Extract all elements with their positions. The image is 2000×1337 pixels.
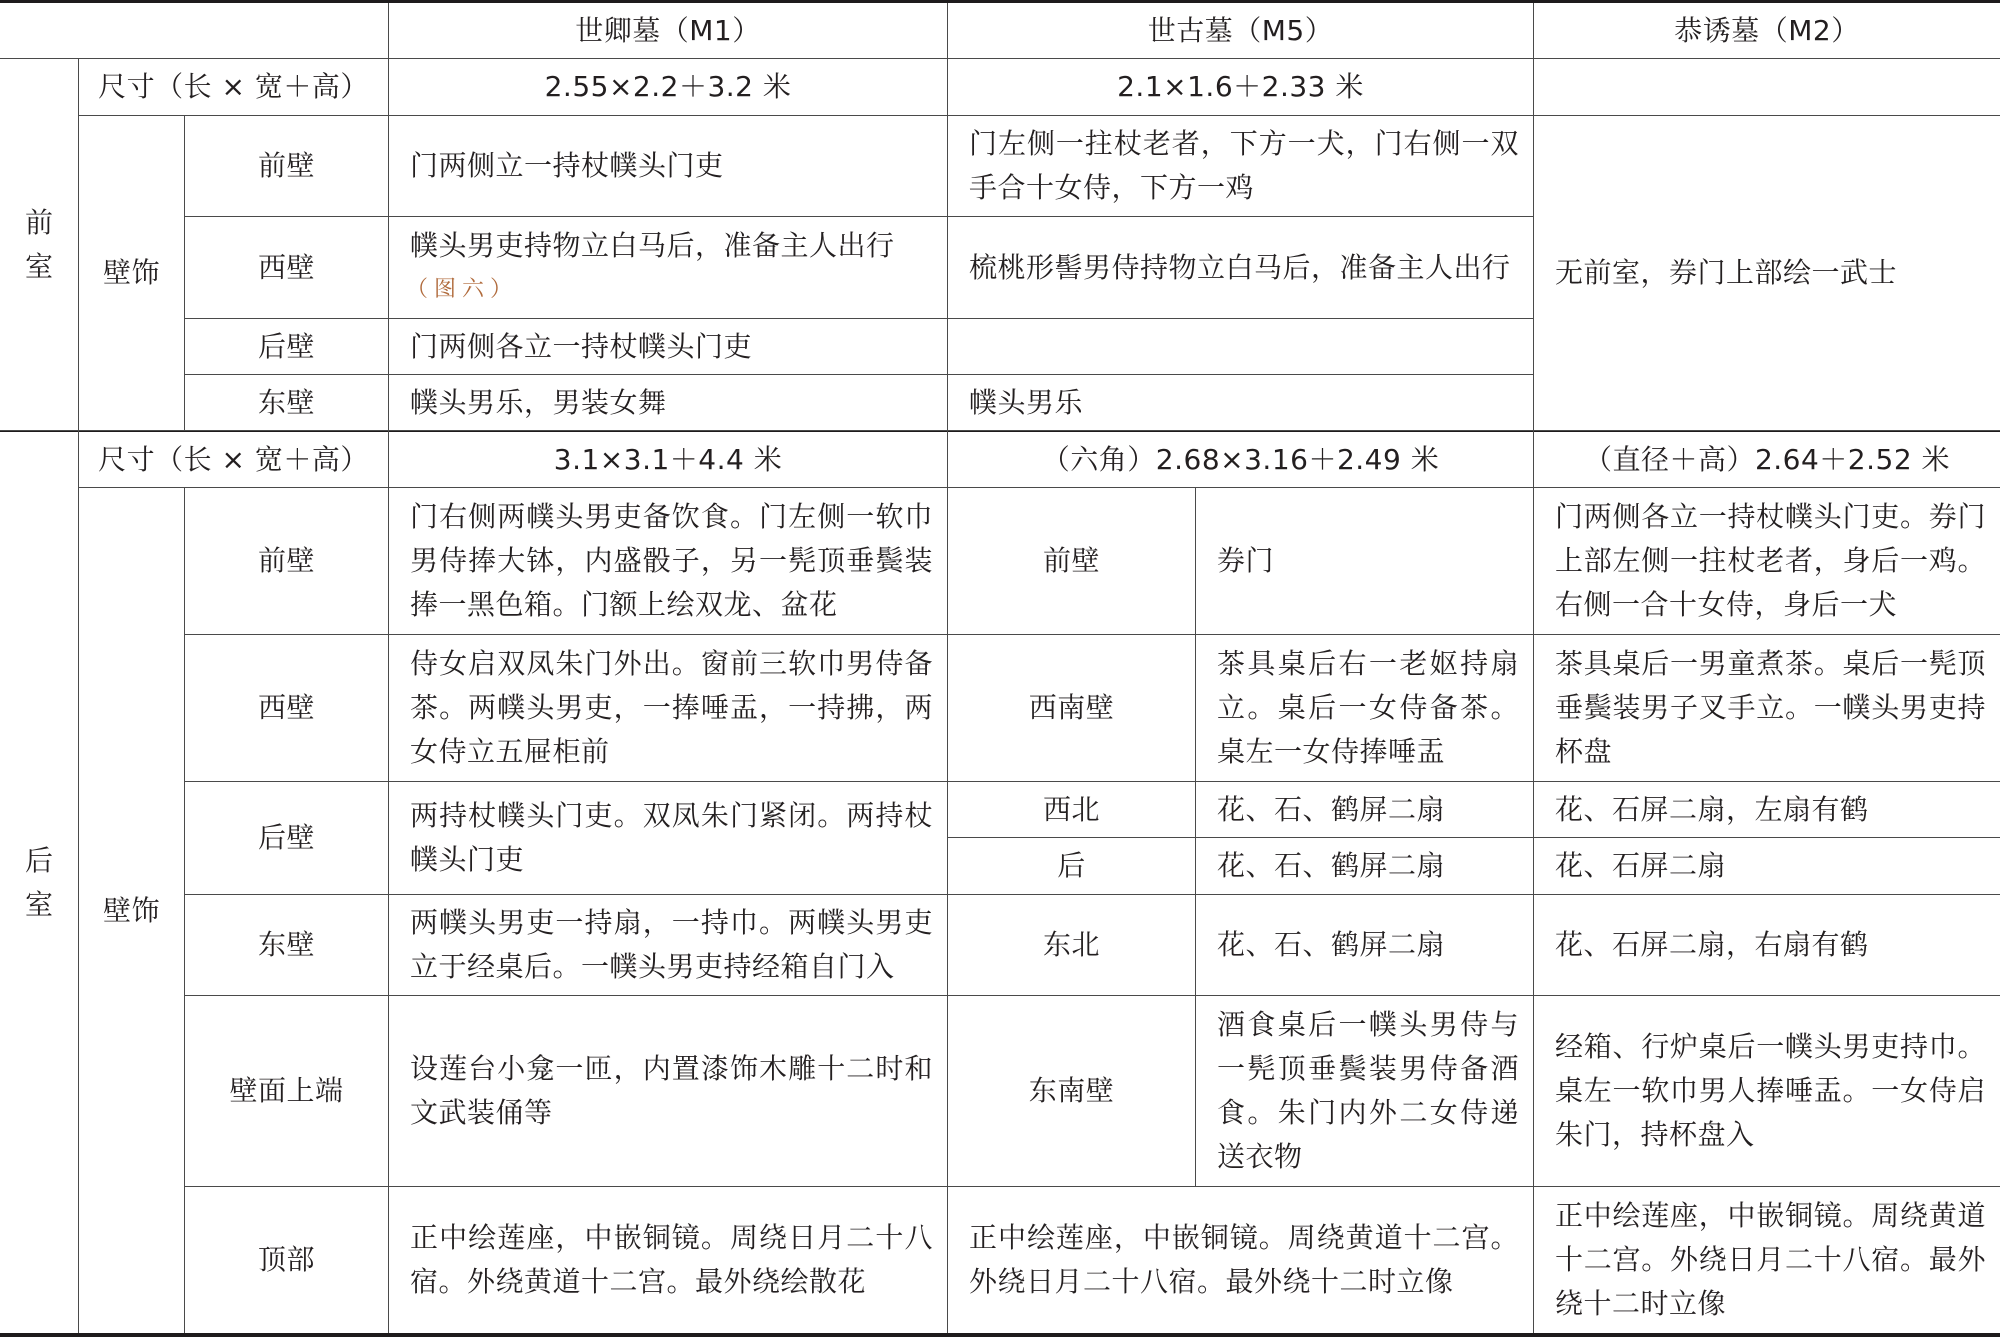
cell-text: 设莲台小龛一匝，内置漆饰木雕十二时和文武装俑等 bbox=[410, 1052, 933, 1129]
cell-text: 花、石、鹤屏二扇 bbox=[1217, 928, 1446, 961]
back-west-wall-m1 bbox=[389, 635, 947, 781]
front-east-wall-label: 东壁 bbox=[185, 375, 388, 430]
back-room-label bbox=[0, 431, 78, 1333]
cell-text: 花、石、鹤屏二扇 bbox=[1217, 792, 1446, 826]
cell-text: 两持杖幞头门吏。双凤朱门紧闭。两持杖幞头门吏 bbox=[410, 799, 933, 876]
cell-text: 两幞头男吏一持扇，一持巾。两幞头男吏立于经桌后。一幞头男吏持经箱自门入 bbox=[410, 906, 933, 983]
back-front-wall-label: 前壁 bbox=[185, 488, 388, 634]
back-upper-wall-m1 bbox=[389, 996, 947, 1186]
back-ceiling-m5 bbox=[948, 1187, 1533, 1333]
cell-text: 门两侧各立一持杖幞头门吏 bbox=[410, 329, 753, 363]
header-m1: 世卿墓（M1） bbox=[389, 3, 947, 58]
front-decor-label: 壁饰 bbox=[79, 116, 184, 430]
front-west-wall-label: 西壁 bbox=[185, 217, 388, 318]
back-upper-wall-m2 bbox=[1534, 996, 2000, 1186]
back-back-wall-m5-wall-b: 后 bbox=[948, 838, 1195, 894]
cell-text: 茶具桌后右一老妪持扇立。桌后一女侍备茶。桌左一女侍捧唾盂 bbox=[1217, 647, 1519, 768]
back-size-label: 尺寸（长 × 宽＋高） bbox=[79, 431, 388, 487]
back-ceiling-m1 bbox=[389, 1187, 947, 1333]
back-west-wall-label: 西壁 bbox=[185, 635, 388, 781]
front-size-label: 尺寸（长 × 宽＋高） bbox=[79, 59, 388, 115]
cell-text: 门右侧两幞头男吏备饮食。门左侧一软巾男侍捧大钵，内盛骰子，另一髡顶垂鬓装捧一黑色箱。门额上绘双龙、盆花 bbox=[410, 500, 933, 621]
front-west-wall-m5 bbox=[948, 217, 1533, 318]
front-front-wall-m1 bbox=[389, 116, 947, 216]
front-east-wall-m5 bbox=[948, 375, 1533, 430]
cell-text: 幞头男乐 bbox=[969, 385, 1084, 419]
front-wall-label: 前壁 bbox=[185, 116, 388, 216]
cell-text: 侍女启双凤朱门外出。窗前三软巾男侍备茶。两幞头男吏，一捧唾盂，一持拂，两女侍立五屉柜前 bbox=[410, 647, 933, 768]
back-size-m5: （六角）2.68×3.16＋2.49 米 bbox=[948, 431, 1533, 487]
cell-text: 门两侧立一持杖幞头门吏 bbox=[410, 149, 724, 182]
front-room-text: 前室 bbox=[25, 205, 54, 283]
front-size-m5: 2.1×1.6＋2.33 米 bbox=[948, 59, 1533, 115]
cell-text: 幞头男乐，男装女舞 bbox=[410, 385, 667, 419]
front-west-wall-m1 bbox=[389, 217, 947, 318]
header-m5: 世古墓（M5） bbox=[948, 3, 1533, 58]
header-m2: 恭诱墓（M2） bbox=[1534, 3, 2000, 58]
cell-text: 茶具桌后一男童煮茶。桌后一髡顶垂鬓装男子叉手立。一幞头男吏持杯盘 bbox=[1555, 647, 1986, 768]
cell-paragraph bbox=[406, 224, 933, 312]
back-east-wall-m5-wall: 东北 bbox=[948, 895, 1195, 995]
cell-text: 花、石屏二扇，右扇有鹤 bbox=[1555, 928, 1869, 961]
back-ceiling-m2 bbox=[1534, 1187, 2000, 1333]
cell-text: 券门 bbox=[1217, 544, 1275, 577]
back-back-wall-m5-a bbox=[1196, 782, 1533, 837]
cell-text: 无前室，券门上部绘一武士 bbox=[1555, 256, 1898, 289]
back-west-wall-m5-wall: 西南壁 bbox=[948, 635, 1195, 781]
cell-text: 幞头男吏持物立白马后，准备主人出行 bbox=[410, 228, 895, 262]
back-west-wall-m5 bbox=[1196, 635, 1533, 781]
back-ceiling-label: 顶部 bbox=[185, 1187, 388, 1333]
cell-text: 花、石、鹤屏二扇 bbox=[1217, 849, 1446, 882]
back-back-wall-m5-wall-a: 西北 bbox=[948, 782, 1195, 837]
cell-text: 正中绘莲座，中嵌铜镜。周绕黄道十二宫。外绕日月二十八宿。最外绕十二时立像 bbox=[969, 1221, 1519, 1298]
back-back-wall-m2-b bbox=[1534, 838, 2000, 894]
front-front-wall-m5 bbox=[948, 116, 1533, 216]
front-size-m1: 2.55×2.2＋3.2 米 bbox=[389, 59, 947, 115]
back-east-wall-m2 bbox=[1534, 895, 2000, 995]
corner-cell bbox=[0, 3, 388, 58]
front-back-wall-m1 bbox=[389, 319, 947, 374]
back-back-wall-m1 bbox=[389, 782, 947, 894]
front-room-label bbox=[0, 59, 78, 430]
back-back-wall-m2-a bbox=[1534, 782, 2000, 837]
cell-text: 正中绘莲座，中嵌铜镜。周绕日月二十八宿。外绕黄道十二宫。最外绕绘散花 bbox=[410, 1221, 933, 1298]
figure-reference: （图六） bbox=[406, 276, 519, 302]
back-front-wall-m5-wall: 前壁 bbox=[948, 488, 1195, 634]
cell-text: 酒食桌后一幞头男侍与一髡顶垂鬓装男侍备酒食。朱门内外二女侍递送衣物 bbox=[1217, 1008, 1519, 1173]
back-back-wall-label: 后壁 bbox=[185, 782, 388, 894]
back-front-wall-m5 bbox=[1196, 488, 1533, 634]
back-upper-wall-label: 壁面上端 bbox=[185, 996, 388, 1186]
back-back-wall-m5-b bbox=[1196, 838, 1533, 894]
back-west-wall-m2 bbox=[1534, 635, 2000, 781]
back-upper-wall-m5 bbox=[1196, 996, 1533, 1186]
front-east-wall-m1 bbox=[389, 375, 947, 430]
back-front-wall-m2 bbox=[1534, 488, 2000, 634]
cell-text: 门左侧一拄杖老者，下方一犬，门右侧一双手合十女侍，下方一鸡 bbox=[969, 127, 1519, 204]
cell-text: 经箱、行炉桌后一幞头男吏持巾。桌左一软巾男人捧唾盂。一女侍启朱门，持杯盘入 bbox=[1555, 1030, 1986, 1151]
front-size-m2-empty bbox=[1534, 59, 2000, 115]
front-back-wall-label: 后壁 bbox=[185, 319, 388, 374]
cell-text: 梳桃形髻男侍持物立白马后，准备主人出行 bbox=[969, 250, 1511, 284]
back-decor-label: 壁饰 bbox=[79, 488, 184, 1333]
front-m2-note bbox=[1534, 116, 2000, 430]
back-east-wall-m5 bbox=[1196, 895, 1533, 995]
cell-text: 门两侧各立一持杖幞头门吏。券门上部左侧一拄杖老者，身后一鸡。右侧一合十女侍，身后一犬 bbox=[1555, 500, 1986, 621]
cell-text: 花、石屏二扇，左扇有鹤 bbox=[1555, 792, 1869, 826]
back-size-m2: （直径＋高）2.64＋2.52 米 bbox=[1534, 431, 2000, 487]
cell-text: 花、石屏二扇 bbox=[1555, 849, 1727, 882]
back-front-wall-m1 bbox=[389, 488, 947, 634]
front-back-wall-m5-empty bbox=[948, 319, 1533, 374]
back-size-m1: 3.1×3.1＋4.4 米 bbox=[389, 431, 947, 487]
cell-text: 正中绘莲座，中嵌铜镜。周绕黄道十二宫。外绕日月二十八宿。最外绕十二时立像 bbox=[1555, 1199, 1986, 1320]
back-east-wall-m1 bbox=[389, 895, 947, 995]
back-upper-wall-m5-wall: 东南壁 bbox=[948, 996, 1195, 1186]
back-east-wall-label: 东壁 bbox=[185, 895, 388, 995]
back-room-text: 后室 bbox=[25, 843, 54, 921]
